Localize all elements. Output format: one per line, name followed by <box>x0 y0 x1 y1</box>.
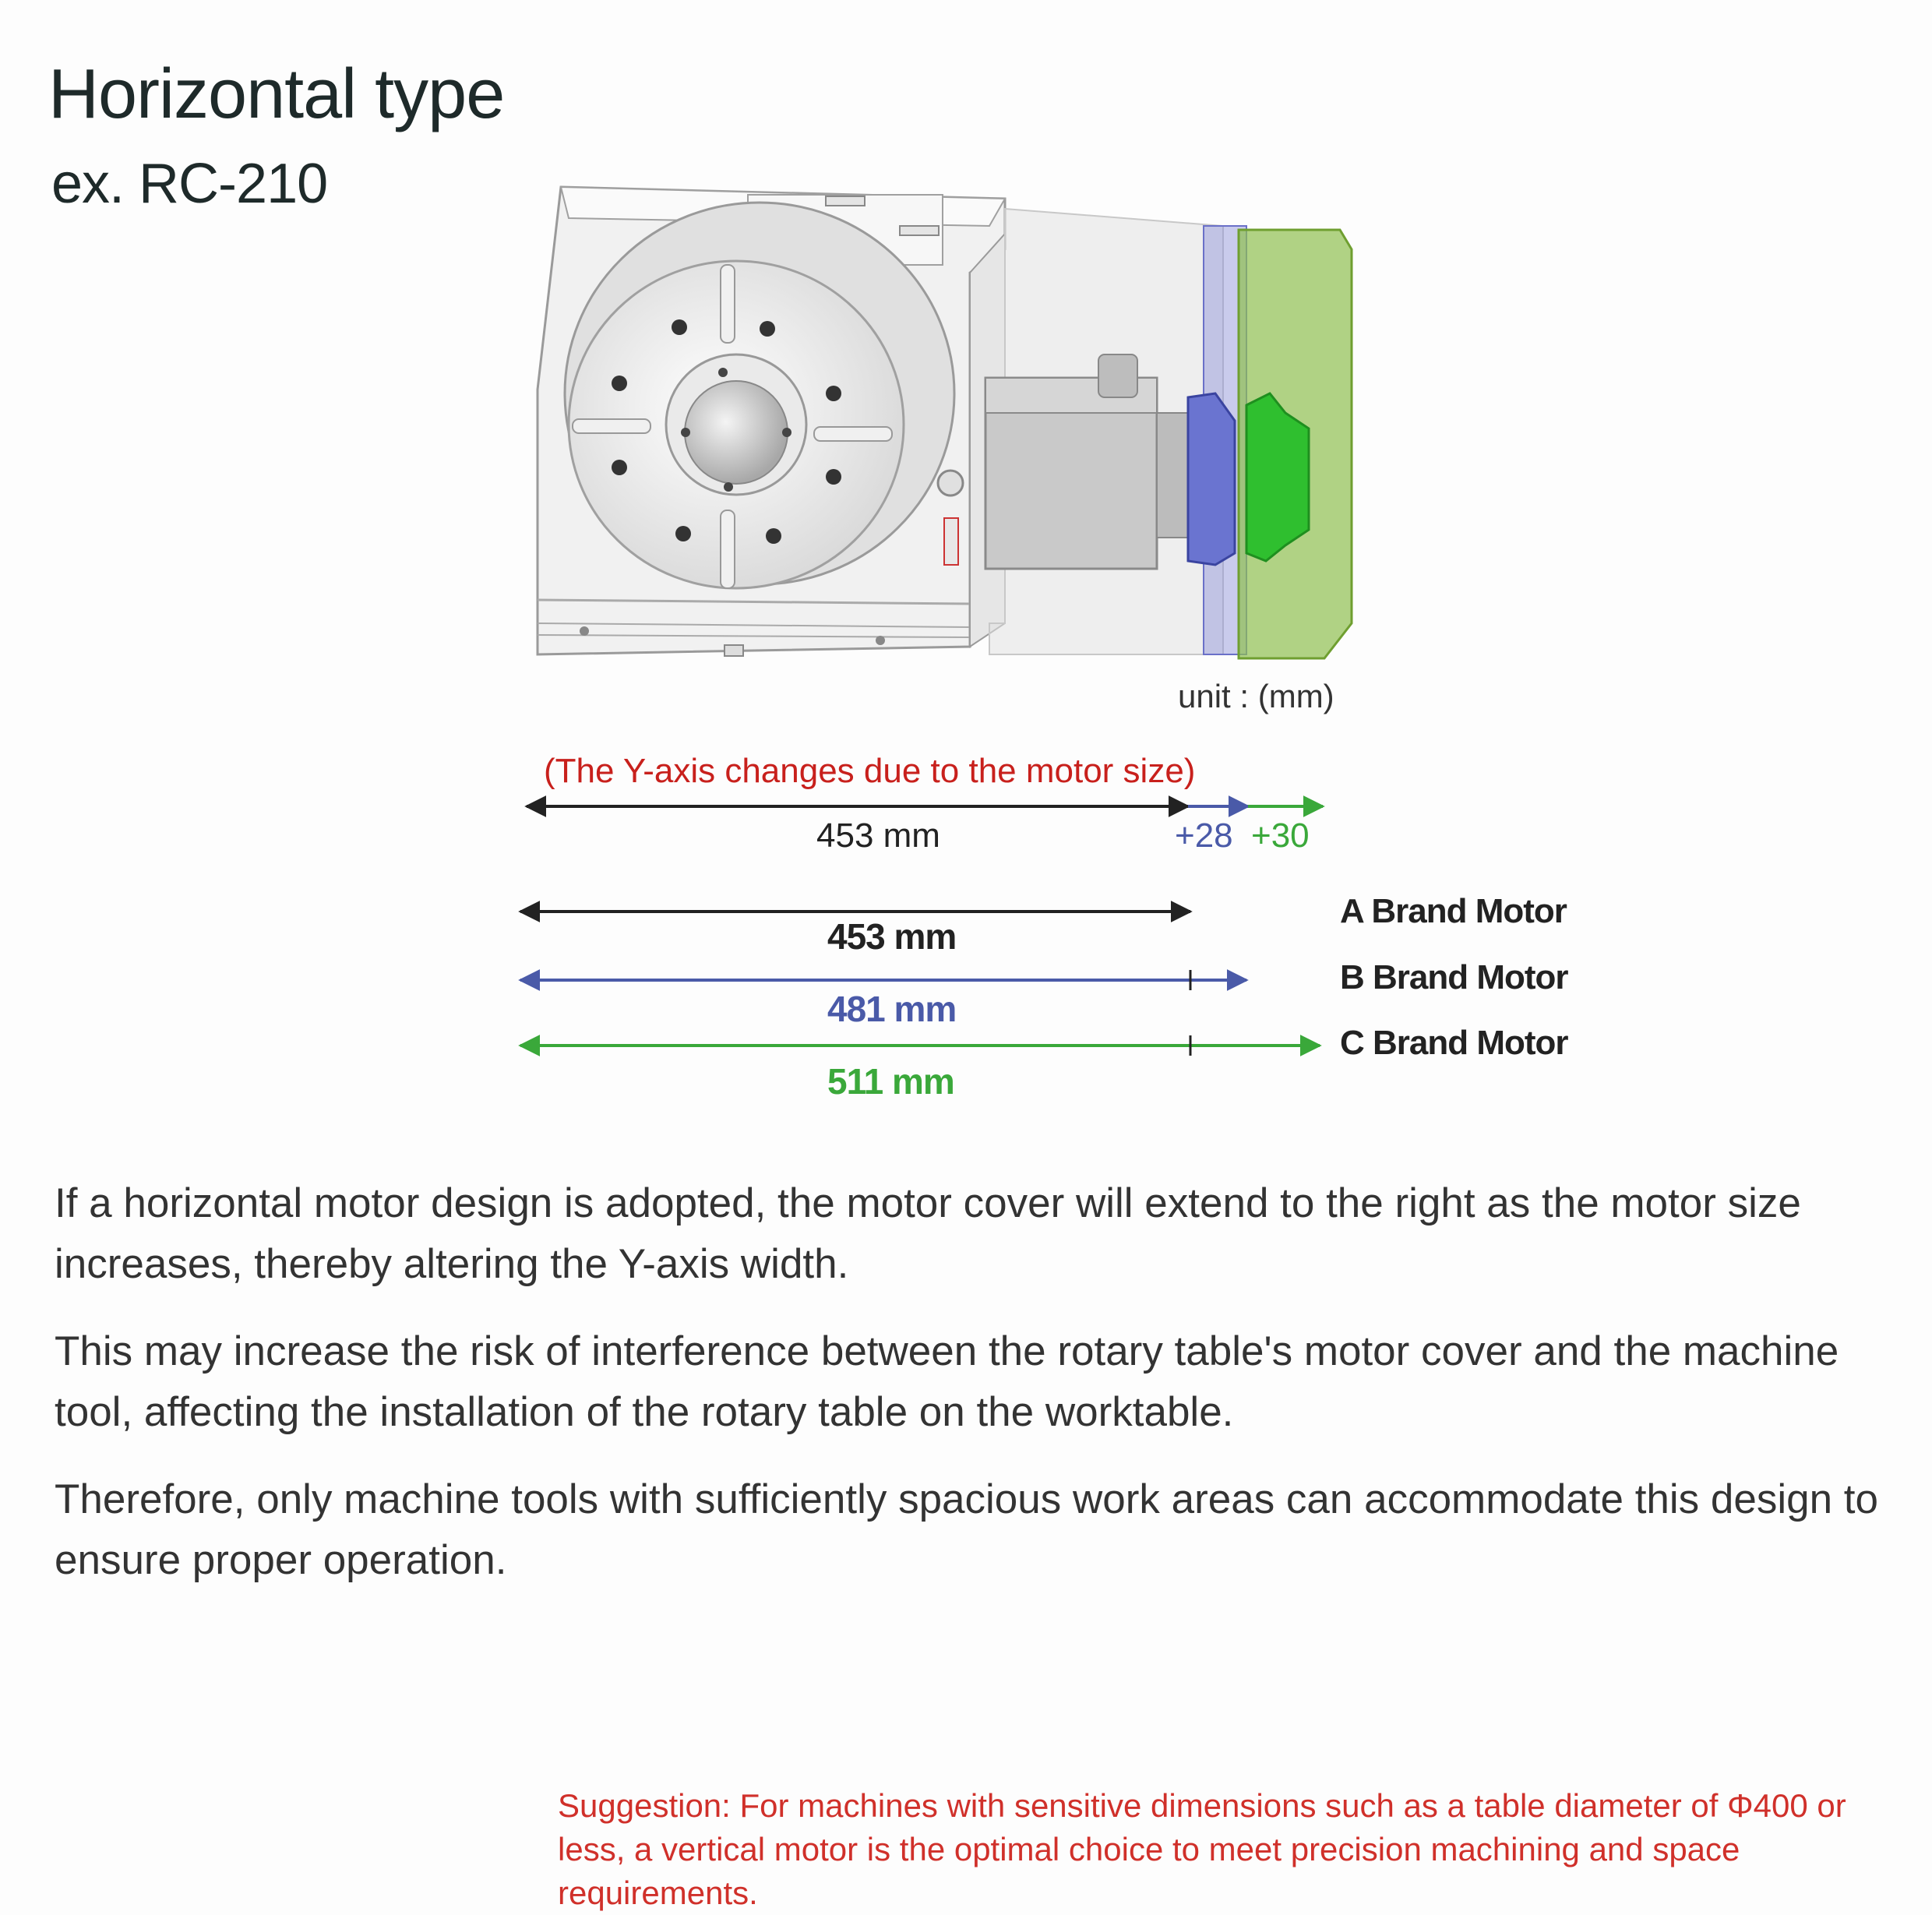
suggestion-note: Suggestion: For machines with sensitive dimensions such as a table diameter of Φ400 or less, a vertical motor is the optimal choice to meet precision machining and space requirements. <box>558 1787 1846 1911</box>
motor-a-brand: A Brand Motor <box>1340 892 1567 930</box>
paragraph-motor-extension: If a horizontal motor design is adopted, the motor cover will extend to the right as the motor size increases, thereby altering the Y-axis width. <box>55 1180 1801 1287</box>
increment-b-label: +28 <box>1175 816 1233 855</box>
unit-note: unit : (mm) <box>1178 678 1334 714</box>
increment-c-label: +30 <box>1251 816 1310 855</box>
motor-b-length: 481 mm <box>827 989 957 1029</box>
base-length-label: 453 mm <box>816 816 940 855</box>
motor-c-extension <box>1239 230 1352 658</box>
motor-a-length: 453 mm <box>827 916 957 957</box>
y-axis-note: (The Y-axis changes due to the motor size) <box>544 752 1196 790</box>
motor-b-brand: B Brand Motor <box>1340 958 1568 996</box>
motor-c-brand: C Brand Motor <box>1340 1024 1568 1062</box>
paragraph-interference-risk: This may increase the risk of interference between the rotary table's motor cover and the machine tool, affecting the installation of the rotary table on the worktable. <box>55 1328 1839 1435</box>
motor-c-length: 511 mm <box>827 1061 954 1102</box>
paragraph-spacious-work-area: Therefore, only machine tools with sufficiently spacious work areas can accommodate this design to ensure proper operation. <box>55 1476 1879 1583</box>
page-title: Horizontal type <box>48 55 505 133</box>
model-subtitle: ex. RC-210 <box>51 153 328 215</box>
rotary-face-plate <box>565 203 954 588</box>
